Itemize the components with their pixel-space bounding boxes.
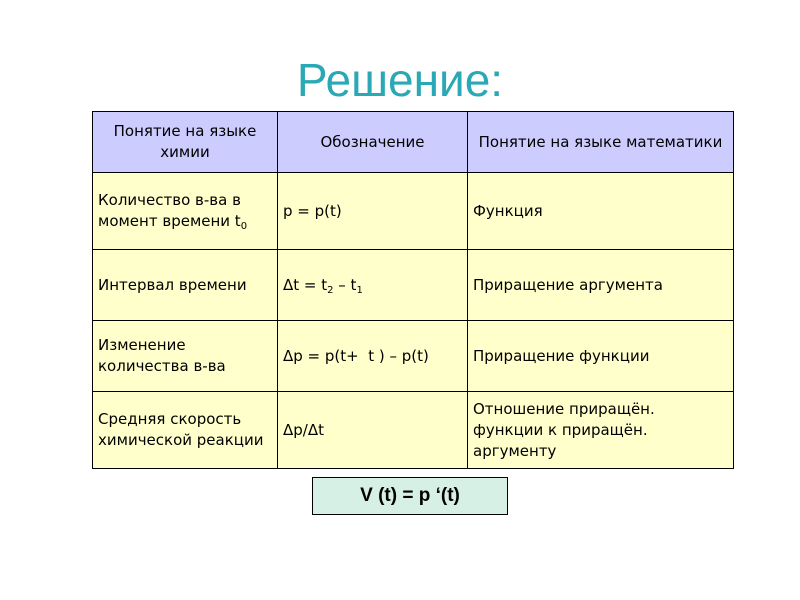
cell-math: Приращение функции (468, 321, 734, 392)
cell-chem: Средняя скорость химической реакции (93, 392, 278, 469)
cell-chem: Количество в-ва в момент времени $t_0$ (93, 173, 278, 250)
cell-chem: Интервал времени (93, 250, 278, 321)
table-row (93, 250, 734, 321)
cell-math: Отношение приращён. функции к приращён. аргументу (468, 392, 734, 469)
cell-notation: Δp = p(t+ t ) – p(t) (278, 321, 468, 392)
cell-math: Функция (468, 173, 734, 250)
table-header-row (93, 112, 734, 173)
cell-notation: p = p(t) (278, 173, 468, 250)
formula-box: V (t) = p ‘(t) (312, 477, 508, 515)
page-title: Решение: (296, 54, 504, 106)
cell-notation: Δp/Δt (278, 392, 468, 469)
table-row (93, 321, 734, 392)
header-notation: Обозначение (278, 112, 468, 173)
cell-chem: Изменение количества в-ва (93, 321, 278, 392)
header-chemistry: Понятие на языке химии (93, 112, 278, 173)
header-math: Понятие на языке математики (468, 112, 734, 173)
cell-math: Приращение аргумента (468, 250, 734, 321)
cell-notation: $\Delta t = t_2 - t_1$ (278, 250, 468, 321)
table-row (93, 173, 734, 250)
comparison-table (92, 111, 734, 469)
table-row (93, 392, 734, 469)
